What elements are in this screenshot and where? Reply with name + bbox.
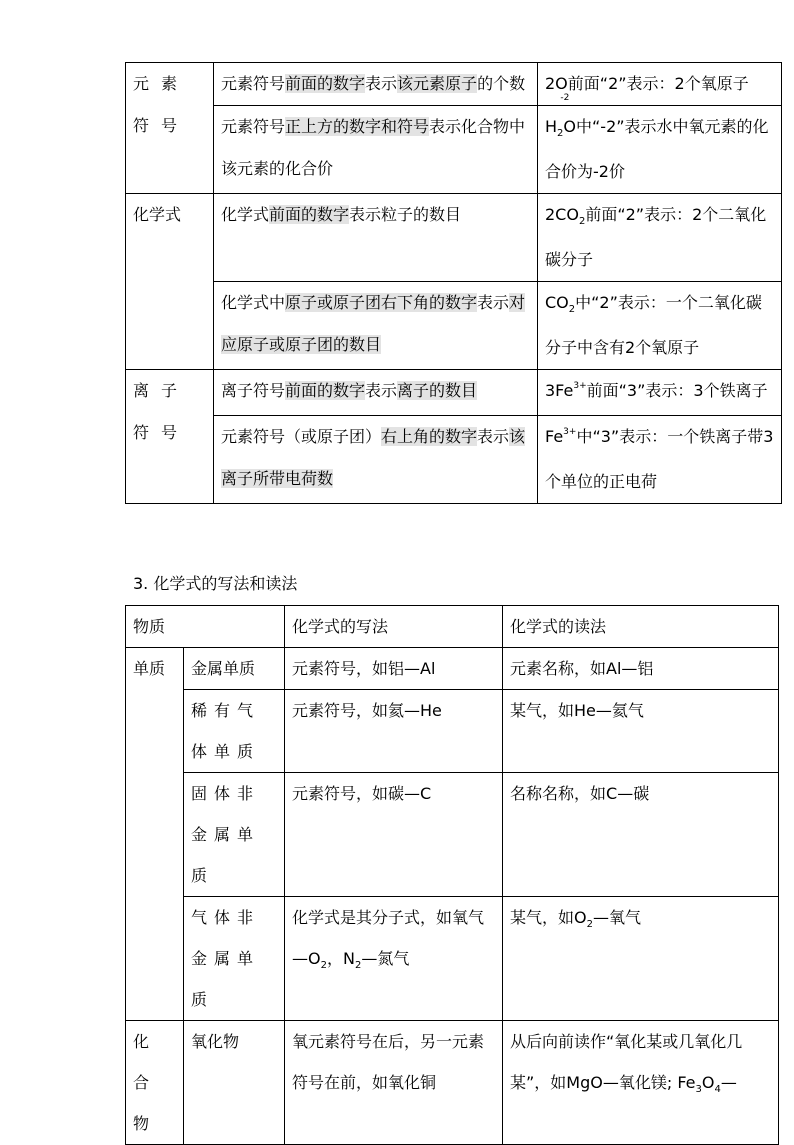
header-reading: 化学式的读法 <box>503 606 779 648</box>
reading-cell: 元素名称，如Al—铝 <box>503 648 779 690</box>
reading-cell: 某气，如$O_2—$氧气 <box>503 897 779 1021</box>
writing-cell: 元素符号，如铝—Al <box>285 648 503 690</box>
type-cell: 氧化物 <box>184 1021 285 1145</box>
reading-cell: 从后向前读作“氧化某或几氧化几某”，如MgO—氧化镁; $Fe_3O_4—$ <box>503 1021 779 1145</box>
example-cell: $H_2$ -2 O中“-2”表示水中氧元素的化合价为-2价 <box>538 106 782 194</box>
row-label-ion-symbol: 离子符号 <box>126 370 214 504</box>
reading-cell: 名称名称，如C—碳 <box>503 773 779 897</box>
example-cell: $3Fe^{3+}$前面“3”表示：3个铁离子 <box>538 370 782 416</box>
description-cell: 离子符号前面的数字表示离子的数目 <box>214 370 538 416</box>
type-cell: 固体非金属单质 <box>184 773 285 897</box>
writing-cell: 元素符号，如碳—C <box>285 773 503 897</box>
header-substance: 物质 <box>126 606 285 648</box>
description-cell: 化学式中原子或原子团右下角的数字表示对应原子或原子团的数目 <box>214 282 538 370</box>
row-label-element-symbol: 元素符号 <box>126 63 214 194</box>
table-row <box>126 897 779 1021</box>
group-label-compound: 化合物 <box>126 1021 184 1145</box>
row-label-formula: 化学式 <box>126 194 214 370</box>
writing-cell: 元素符号，如氦—He <box>285 690 503 773</box>
example-cell: $Fe^{3+}$中“3”表示：一个铁离子带3个单位的正电荷 <box>538 416 782 504</box>
table-row <box>126 690 779 773</box>
table-row <box>126 194 782 282</box>
type-cell: 稀有气体单质 <box>184 690 285 773</box>
description-cell: 元素符号前面的数字表示该元素原子的个数 <box>214 63 538 106</box>
table-row <box>126 106 782 194</box>
writing-cell: 氧元素符号在后，另一元素符号在前，如氧化铜 <box>285 1021 503 1145</box>
table-row <box>126 416 782 504</box>
table-row <box>126 1021 779 1145</box>
symbol-meaning-table <box>125 62 782 504</box>
table-row <box>126 773 779 897</box>
example-cell: $CO_2$中“2”表示：一个二氧化碳分子中含有2个氧原子 <box>538 282 782 370</box>
valence-symbol: -2 O <box>560 93 576 136</box>
description-cell: 元素符号（或原子团）右上角的数字表示该离子所带电荷数 <box>214 416 538 504</box>
table-row <box>126 370 782 416</box>
table-row <box>126 63 782 106</box>
table-row <box>126 648 779 690</box>
formula-writing-reading-table <box>125 605 779 1145</box>
writing-cell: 化学式是其分子式，如氧气$—O_2$，$N_2—$氮气 <box>285 897 503 1021</box>
section-heading: 3. 化学式的写法和读法 <box>133 574 298 593</box>
type-cell: 金属单质 <box>184 648 285 690</box>
type-cell: 气体非金属单质 <box>184 897 285 1021</box>
example-cell: $2CO_2$前面“2”表示：2个二氧化碳分子 <box>538 194 782 282</box>
description-cell: 化学式前面的数字表示粒子的数目 <box>214 194 538 282</box>
group-label-elemental: 单质 <box>126 648 184 1021</box>
header-writing: 化学式的写法 <box>285 606 503 648</box>
description-cell: 元素符号正上方的数字和符号表示化合物中该元素的化合价 <box>214 106 538 194</box>
table-row <box>126 282 782 370</box>
table-header-row <box>126 606 779 648</box>
reading-cell: 某气，如He—氦气 <box>503 690 779 773</box>
example-cell: 2O前面“2”表示：2个氧原子 <box>538 63 782 106</box>
